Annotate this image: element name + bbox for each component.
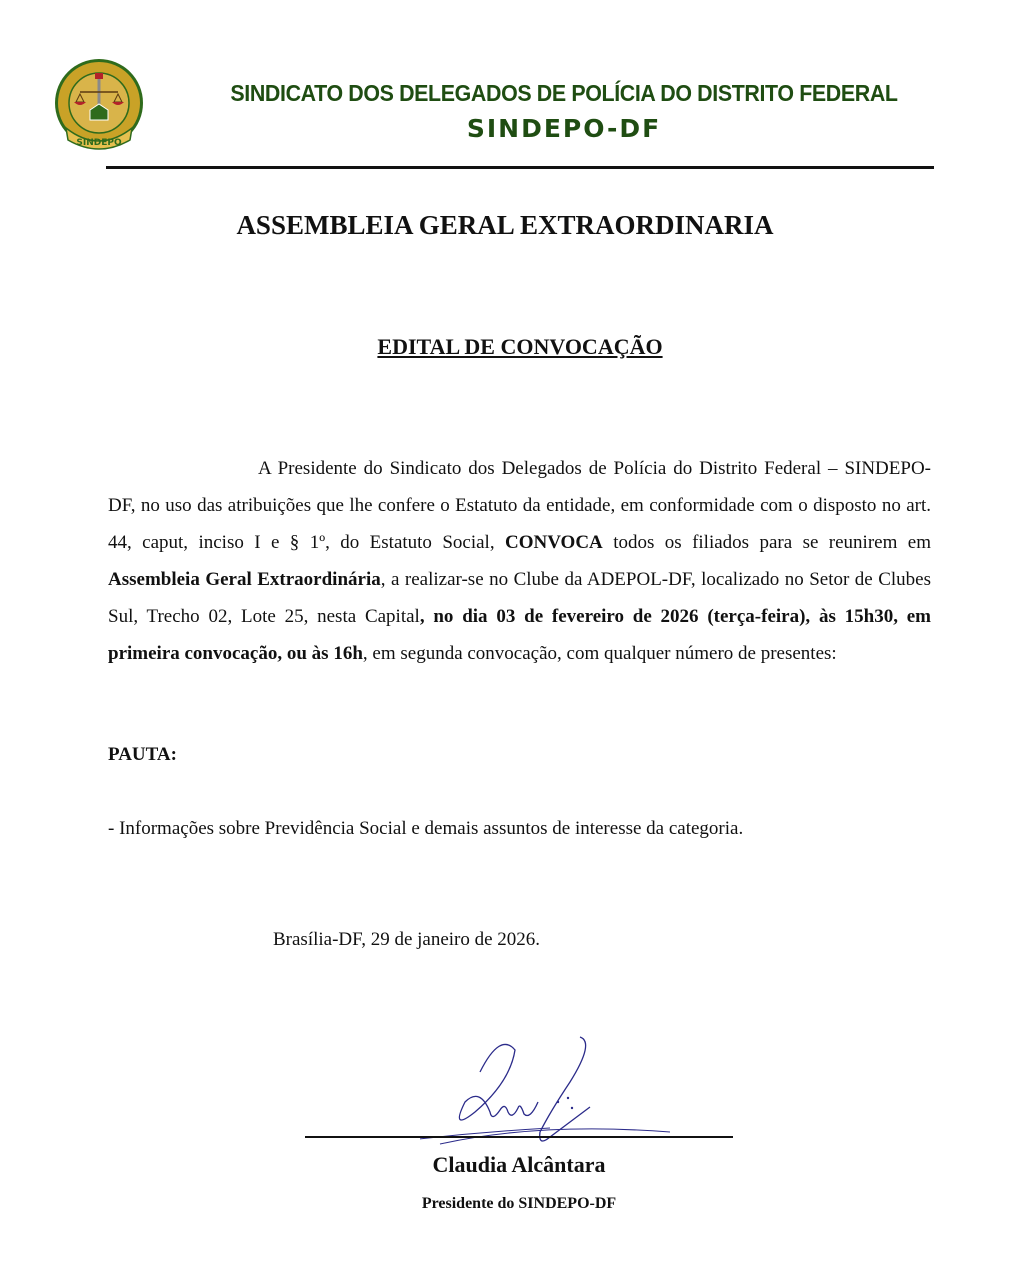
signer-name: Claudia Alcântara xyxy=(432,1152,606,1177)
body-bold-date-time: , no dia 03 de fevereiro de 2026 (terça-feira), às 15h30, em primeira convocação, ou às 16h xyxy=(108,606,931,664)
body-text-2: todos os filiados para se reunirem em xyxy=(602,532,931,553)
agenda-label: PAUTA: xyxy=(108,744,177,765)
header-divider xyxy=(106,166,934,169)
date-line: Brasília-DF, 29 de janeiro de 2026. xyxy=(273,929,541,950)
body-text-4: , em segunda convocação, com qualquer número de presentes: xyxy=(362,643,837,664)
organization-abbreviation: SINDEPO-DF xyxy=(466,114,662,143)
document-subtitle: EDITAL DE CONVOCAÇÃO xyxy=(377,334,663,359)
body-text-3: , a realizar-se no Clube da ADEPOL-DF, localizado no Setor de Clubes Sul, Trecho 02, Lote 25, nesta Capital xyxy=(108,569,931,627)
document-title: ASSEMBLEIA GERAL EXTRAORDINARIA xyxy=(236,210,774,240)
sindepo-seal-icon xyxy=(52,58,146,152)
seal-banner-text: SINDEPO xyxy=(76,138,122,148)
body-text-1: A Presidente do Sindicato dos Delegados de Polícia do Distrito Federal – SINDEPO-DF, no uso das atribuições que lhe confere o Estatuto da entidade, em conformidade com o disposto no art. 44, caput, inciso I e § 1º, do Estatuto Social, xyxy=(108,458,931,553)
convocation-paragraph xyxy=(108,450,931,672)
body-bold-convoca: CONVOCA xyxy=(505,532,603,553)
organization-name: SINDICATO DOS DELEGADOS DE POLÍCIA DO DISTRITO FEDERAL xyxy=(230,80,898,106)
signer-role: Presidente do SINDEPO-DF xyxy=(421,1195,617,1212)
handwritten-signature xyxy=(420,1032,680,1172)
body-bold-assembly: Assembleia Geral Extraordinária xyxy=(108,569,381,590)
signature-line xyxy=(305,1136,733,1138)
agenda-item: - Informações sobre Previdência Social e demais assuntos de interesse da categoria. xyxy=(108,818,744,839)
